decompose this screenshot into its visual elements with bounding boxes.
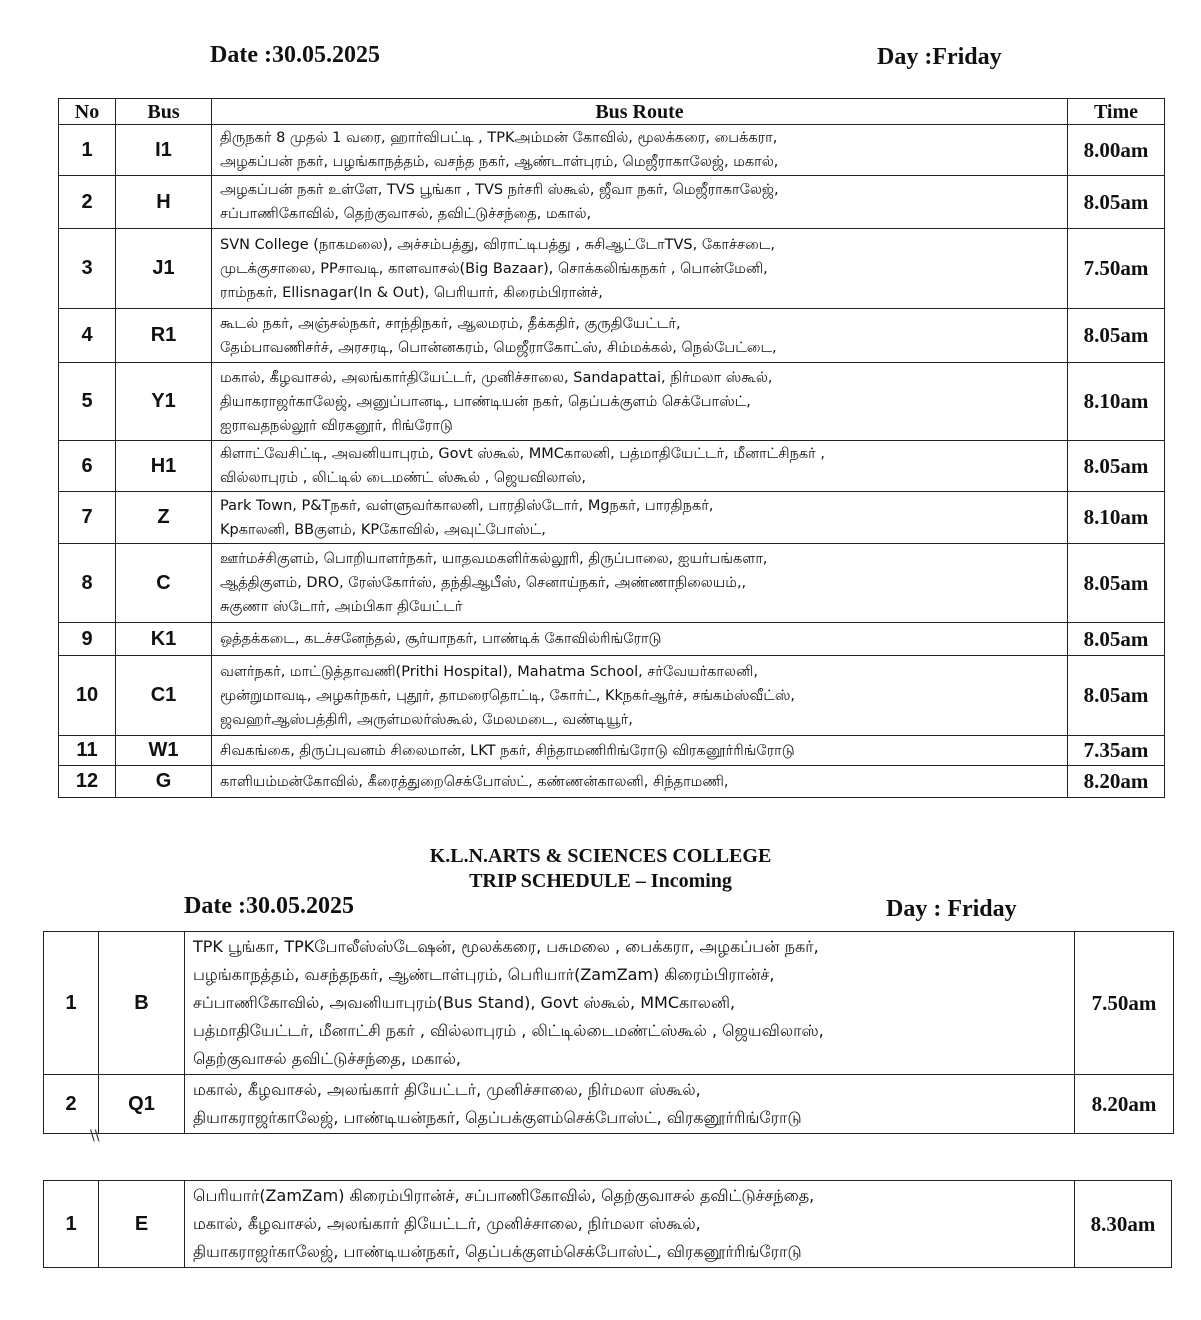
departure-time: 7.35am: [1068, 736, 1165, 766]
table-row: [59, 441, 1165, 492]
bus-code: E: [99, 1181, 185, 1268]
departure-time: 8.05am: [1068, 309, 1165, 363]
route-line: தியாகராஜர்காலேஜ், பாண்டியன்நகர், தெப்பக்குளம்செக்போஸ்ட், விரகனூர்ரிங்ரோடு: [193, 1242, 802, 1261]
bus-route: [212, 492, 1068, 544]
bus-route: [212, 656, 1068, 736]
bus-route: [212, 309, 1068, 363]
row-number: 10: [59, 656, 116, 736]
row-number: 6: [59, 441, 116, 492]
departure-time: 8.20am: [1068, 766, 1165, 798]
route-line: ஆத்திகுளம், DRO, ரேஸ்கோர்ஸ், தந்திஆபீஸ், செனாய்நகர், அண்ணாநிலையம்,,: [220, 575, 747, 591]
table-row: [59, 736, 1165, 766]
row-number: 11: [59, 736, 116, 766]
route-line: மூன்றுமாவடி, அழகர்நகர், புதூர், தாமரைதொட்டி, கோர்ட், Kkநகர்ஆர்ச், சங்கம்ஸ்வீட்ஸ்,: [220, 687, 796, 704]
route-line: சப்பாணிகோவில், தெற்குவாசல், தவிட்டுச்சந்தை, மகால்,: [220, 206, 592, 222]
bus-code: W1: [116, 736, 212, 766]
departure-time: 8.30am: [1075, 1181, 1172, 1268]
route-line: முடக்குசாலை, PPசாவடி, காளவாசல்(Big Bazaar), சொக்கலிங்கநகர் , பொன்மேனி,: [220, 260, 768, 277]
table-row: [59, 229, 1165, 309]
bus-code: C1: [116, 656, 212, 736]
header-time: Time: [1068, 99, 1165, 125]
departure-time: 8.10am: [1068, 363, 1165, 441]
route-line: தெற்குவாசல் தவிட்டுச்சந்தை, மகால்,: [193, 1049, 461, 1068]
departure-time: 8.05am: [1068, 656, 1165, 736]
table-row: [59, 309, 1165, 363]
bus-route: [185, 1181, 1075, 1268]
route-line: ஒத்தக்கடை, கடச்சனேந்தல், சூர்யாநகர், பாண்டிக் கோவில்ரிங்ரோடு: [220, 631, 662, 647]
bus-code: Z: [116, 492, 212, 544]
header-bus: Bus: [116, 99, 212, 125]
departure-time: 7.50am: [1068, 229, 1165, 309]
route-line: Kpகாலனி, BBகுளம், KPகோவில், அவுட்போஸ்ட்,: [220, 521, 546, 538]
bus-route: [185, 932, 1075, 1075]
schedule-title: TRIP SCHEDULE – Incoming: [469, 870, 732, 892]
table-row: [59, 125, 1165, 176]
route-line: தேம்பாவணிசர்ச், அரசரடி, பொன்னகரம், மெஜீராகோட்ஸ், சிம்மக்கல், நெல்பேட்டை,: [220, 339, 777, 356]
bus-code: I1: [116, 125, 212, 176]
bus-route: [212, 544, 1068, 623]
outgoing-schedule-table: [58, 98, 1165, 798]
bus-code: C: [116, 544, 212, 623]
table-row: [44, 1181, 1172, 1268]
route-line: ராம்நகர், Ellisnagar(In & Out), பெரியார், கிரைம்பிரான்ச்,: [220, 284, 603, 301]
row-number: 1: [59, 125, 116, 176]
bus-route: [212, 736, 1068, 766]
row-number: 8: [59, 544, 116, 623]
bus-code: H1: [116, 441, 212, 492]
row-number: 7: [59, 492, 116, 544]
bus-route: [212, 363, 1068, 441]
table-row: [59, 544, 1165, 623]
row-number: 2: [44, 1075, 99, 1134]
route-line: கூடல் நகர், அஞ்சல்நகர், சாந்திநகர், ஆலமரம், தீக்கதிர், குருதியேட்டர்,: [220, 315, 681, 332]
bus-route: [212, 176, 1068, 229]
bus-route: [212, 125, 1068, 176]
bus-route: [185, 1075, 1075, 1134]
route-line: பெரியார்(ZamZam) கிரைம்பிரான்ச், சப்பாணிகோவில், தெற்குவாசல் தவிட்டுச்சந்தை,: [193, 1186, 815, 1205]
bus-code: K1: [116, 623, 212, 656]
departure-time: 8.05am: [1068, 441, 1165, 492]
row-number: 4: [59, 309, 116, 363]
route-line: சப்பாணிகோவில், அவனியாபுரம்(Bus Stand), Govt ஸ்கூல், MMCகாலனி,: [193, 993, 736, 1012]
route-line: ஐராவதநல்லூர் விரகனூர், ரிங்ரோடு: [220, 417, 453, 434]
departure-time: 8.05am: [1068, 623, 1165, 656]
route-line: சுகுணா ஸ்டோர், அம்பிகா தியேட்டர்: [220, 599, 463, 615]
route-line: ஜவஹர்ஆஸ்பத்திரி, அருள்மலர்ஸ்கூல், மேலமடை, வண்டியூர்,: [220, 711, 633, 728]
table-header-row: [59, 99, 1165, 125]
table-row: [59, 176, 1165, 229]
bus-code: Q1: [99, 1075, 185, 1134]
route-line: வளர்நகர், மாட்டுத்தாவணி(Prithi Hospital), Mahatma School, சர்வேயர்காலனி,: [220, 663, 758, 680]
table-row: [59, 492, 1165, 544]
row-number: 1: [44, 932, 99, 1075]
route-line: TPK பூங்கா, TPKபோலீஸ்ஸ்டேஷன், மூலக்கரை, பசுமலை , பைக்கரா, அழகப்பன் நகர்,: [193, 937, 819, 956]
row-number: 5: [59, 363, 116, 441]
bus-route: [212, 229, 1068, 309]
bus-route: [212, 623, 1068, 656]
departure-time: 8.05am: [1068, 176, 1165, 229]
table-row: [59, 363, 1165, 441]
departure-time: 8.00am: [1068, 125, 1165, 176]
row-number: 3: [59, 229, 116, 309]
departure-time: 8.20am: [1075, 1075, 1174, 1134]
header-no: No: [59, 99, 116, 125]
table-row: [44, 932, 1174, 1075]
route-line: தியாகராஜர்காலேஜ், அனுப்பானடி, பாண்டியன் நகர், தெப்பக்குளம் செக்போஸ்ட்,: [220, 393, 751, 410]
departure-time: 7.50am: [1075, 932, 1174, 1075]
bus-code: G: [116, 766, 212, 798]
departure-time: 8.10am: [1068, 492, 1165, 544]
route-line: கிளாட்வேசிட்டி, அவனியாபுரம், Govt ஸ்கூல், MMCகாலனி, பத்மாதியேட்டர், மீனாட்சிநகர் ,: [220, 446, 825, 462]
bus-code: J1: [116, 229, 212, 309]
row-number: 1: [44, 1181, 99, 1268]
route-line: திருநகர் 8 முதல் 1 வரை, ஹார்விபட்டி , TPKஅம்மன் கோவில், மூலக்கரை, பைக்கரா,: [220, 130, 778, 146]
route-line: அழகப்பன் நகர் உள்ளே, TVS பூங்கா , TVS நர்சரி ஸ்கூல், ஜீவா நகர், மெஜீராகாலேஜ்,: [220, 182, 779, 198]
route-line: SVN College (நாகமலை), அச்சம்பத்து, விராட்டிபத்து , சுசிஆட்டோTVS, கோச்சடை,: [220, 236, 775, 253]
bus-route: [212, 766, 1068, 798]
bus-code: B: [99, 932, 185, 1075]
bus-code: H: [116, 176, 212, 229]
extra-schedule-table: [43, 1180, 1172, 1268]
header-route: Bus Route: [212, 99, 1068, 125]
table-row: [59, 766, 1165, 798]
route-line: Park Town, P&Tநகர், வள்ளுவர்காலனி, பாரதிஸ்டோர், Mgநகர், பாரதிநகர்,: [220, 497, 714, 514]
bus-route: [212, 441, 1068, 492]
route-line: சிவகங்கை, திருப்புவனம் சிலைமான், LKT நகர், சிந்தாமணிரிங்ரோடு விரகனூர்ரிங்ரோடு: [220, 742, 795, 759]
table-row: [44, 1075, 1174, 1134]
table-row: [59, 623, 1165, 656]
bus-code: Y1: [116, 363, 212, 441]
outgoing-date: Date :30.05.2025: [210, 42, 380, 68]
route-line: மகால், கீழவாசல், அலங்கார் தியேட்டர், முனிச்சாலை, நிர்மலா ஸ்கூல்,: [193, 1214, 701, 1233]
route-line: பழங்காநத்தம், வசந்தநகர், ஆண்டாள்புரம், பெரியார்(ZamZam) கிரைம்பிரான்ச்,: [193, 965, 775, 984]
departure-time: 8.05am: [1068, 544, 1165, 623]
route-line: மகால், கீழவாசல், அலங்கார்தியேட்டர், முனிச்சாலை, Sandapattai, நிர்மலா ஸ்கூல்,: [220, 369, 773, 386]
incoming-schedule-table: [43, 931, 1174, 1134]
bus-code: R1: [116, 309, 212, 363]
incoming-date: Date :30.05.2025: [184, 893, 354, 919]
college-name: K.L.N.ARTS & SCIENCES COLLEGE: [429, 845, 772, 867]
route-line: பத்மாதியேட்டர், மீனாட்சி நகர் , வில்லாபுரம் , லிட்டில்டைமண்ட்ஸ்கூல் , ஜெயவிலாஸ்,: [193, 1021, 824, 1040]
route-line: அழகப்பன் நகர், பழங்காநத்தம், வசந்த நகர், ஆண்டாள்புரம், மெஜீராகாலேஜ், மகால்,: [220, 154, 779, 170]
table-row: [59, 656, 1165, 736]
route-line: காளியம்மன்கோவில், கீரைத்துறைசெக்போஸ்ட், கண்ணன்காலனி, சிந்தாமணி,: [220, 773, 729, 790]
incoming-day: Day : Friday: [886, 896, 1017, 922]
stray-mark: \\: [90, 1128, 100, 1144]
route-line: மகால், கீழவாசல், அலங்கார் தியேட்டர், முனிச்சாலை, நிர்மலா ஸ்கூல்,: [193, 1080, 701, 1099]
route-line: ஊர்மச்சிகுளம், பொறியாளர்நகர், யாதவமகளிர்கல்லூரி, திருப்பாலை, ஐயர்பங்களா,: [220, 551, 768, 567]
route-line: தியாகராஜர்காலேஜ், பாண்டியன்நகர், தெப்பக்குளம்செக்போஸ்ட், விரகனூர்ரிங்ரோடு: [193, 1108, 802, 1127]
route-line: வில்லாபுரம் , லிட்டில் டைமண்ட் ஸ்கூல் , ஜெயவிலாஸ்,: [220, 470, 587, 486]
row-number: 2: [59, 176, 116, 229]
row-number: 9: [59, 623, 116, 656]
outgoing-day: Day :Friday: [877, 44, 1002, 70]
row-number: 12: [59, 766, 116, 798]
